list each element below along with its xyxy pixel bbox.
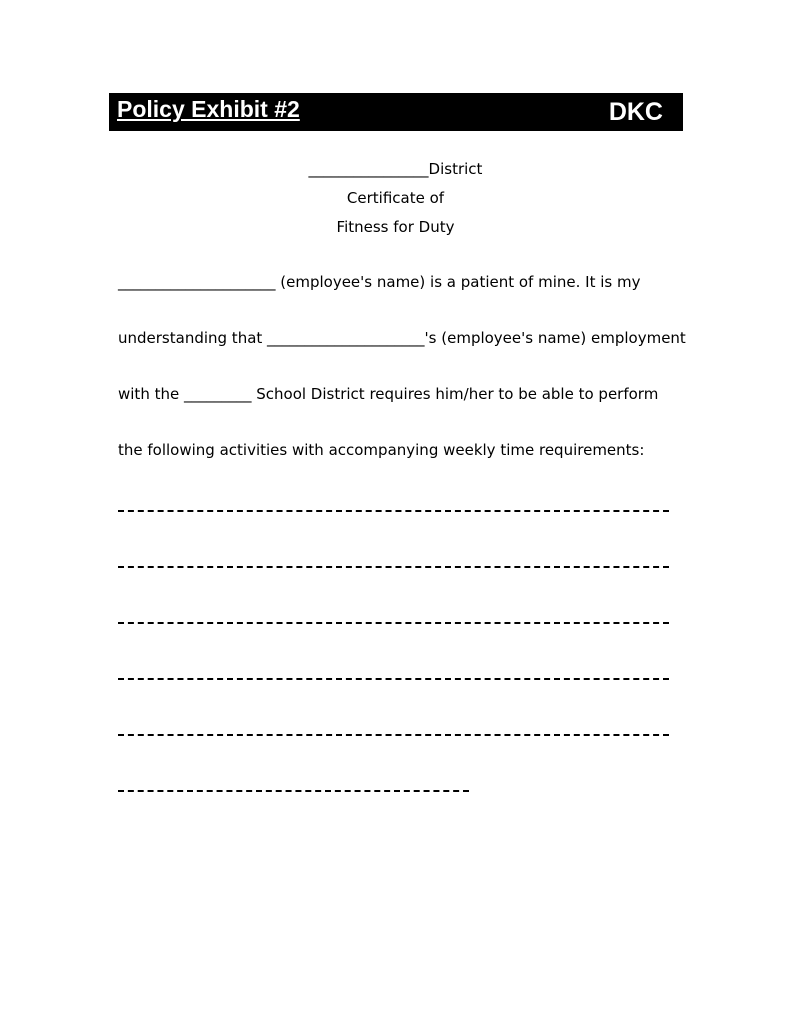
- district-line: ________________District: [308, 160, 483, 178]
- activity-blank-line-4[interactable]: [118, 678, 669, 682]
- paragraph-line-2: understanding that _____________________'s (employee's name) employment: [118, 329, 686, 347]
- paragraph-line-4: the following activities with accompanying weekly time requirements:: [118, 441, 645, 459]
- exhibit-title: Policy Exhibit #2: [117, 96, 300, 122]
- activity-blank-line-5[interactable]: [118, 734, 669, 738]
- activity-blank-line-3[interactable]: [118, 622, 669, 626]
- paragraph-line-3: with the _________ School District requires him/her to be able to perform: [118, 385, 659, 403]
- policy-code: DKC: [608, 98, 663, 126]
- activity-blank-line-6[interactable]: [118, 790, 469, 794]
- certificate-title-line2: Fitness for Duty: [336, 218, 455, 236]
- header-bar: [109, 93, 683, 131]
- activity-blank-line-1[interactable]: [118, 510, 669, 514]
- paragraph-line-1: _____________________ (employee's name) is a patient of mine. It is my: [118, 273, 641, 291]
- activity-blank-line-2[interactable]: [118, 566, 669, 570]
- certificate-title-line1: Certificate of: [346, 189, 445, 207]
